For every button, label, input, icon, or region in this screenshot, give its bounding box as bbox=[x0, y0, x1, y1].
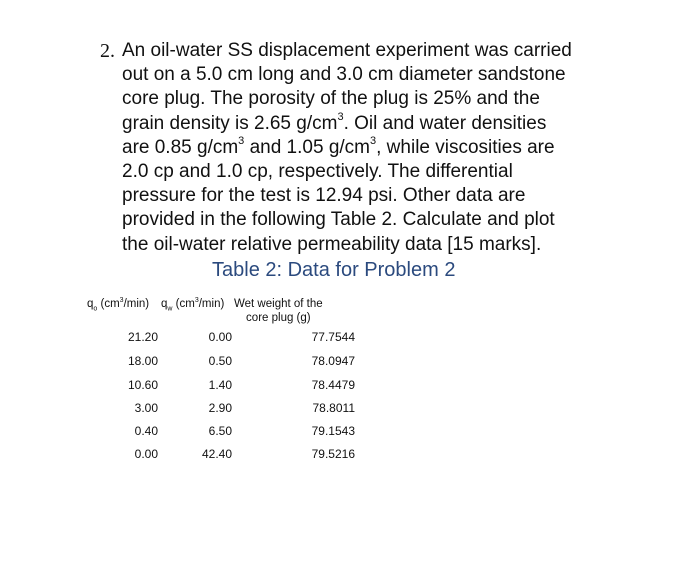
problem-line: pressure for the test is 12.94 psi. Other data are bbox=[122, 185, 526, 207]
problem-line: core plug. The porosity of the plug is 25% and the bbox=[122, 88, 540, 110]
problem-line: the oil-water relative permeability data [15 marks]. bbox=[122, 233, 542, 255]
text-fragment: , while viscosities are bbox=[376, 136, 555, 158]
header-line: Wet weight of the bbox=[234, 298, 323, 310]
cell-wet-weight: 79.1543 bbox=[311, 424, 355, 438]
header-symbol: q bbox=[161, 298, 168, 310]
header-unit: (cm bbox=[172, 298, 195, 310]
header-subscript: w bbox=[167, 305, 173, 313]
text-fragment: are 0.85 g/cm bbox=[122, 136, 239, 158]
column-header-qo bbox=[87, 297, 149, 311]
cell-qw: 0.50 bbox=[208, 354, 232, 368]
header-superscript: 3 bbox=[194, 297, 199, 305]
text-fragment: grain density is 2.65 g/cm bbox=[122, 112, 338, 134]
text-fragment: and 1.05 g/cm bbox=[244, 136, 370, 158]
header-superscript: 3 bbox=[119, 297, 124, 305]
superscript: 3 bbox=[238, 135, 245, 148]
problem-line: out on a 5.0 cm long and 3.0 cm diameter sandstone bbox=[122, 64, 566, 86]
problem-line: provided in the following Table 2. Calculate and plot bbox=[122, 209, 555, 231]
header-line: core plug (g) bbox=[246, 312, 311, 324]
cell-qw: 6.50 bbox=[208, 424, 232, 438]
cell-qw: 42.40 bbox=[201, 447, 232, 461]
column-header-wet-weight bbox=[234, 297, 323, 325]
cell-qo: 0.40 bbox=[134, 424, 158, 438]
problem-number: 2. bbox=[100, 40, 115, 62]
cell-wet-weight: 78.4479 bbox=[311, 378, 355, 392]
cell-wet-weight: 79.5216 bbox=[311, 447, 355, 461]
cell-wet-weight: 78.0947 bbox=[311, 354, 355, 368]
cell-wet-weight: 77.7544 bbox=[311, 330, 355, 344]
cell-qo: 0.00 bbox=[134, 447, 158, 461]
column-header-qw bbox=[161, 297, 224, 311]
text-fragment: . Oil and water densities bbox=[343, 112, 547, 134]
problem-line: An oil-water SS displacement experiment was carried bbox=[122, 40, 572, 61]
superscript: 3 bbox=[337, 111, 344, 124]
superscript: 3 bbox=[370, 135, 377, 148]
header-symbol: q bbox=[87, 298, 94, 310]
header-unit: (cm bbox=[97, 298, 120, 310]
cell-qo: 21.20 bbox=[127, 330, 158, 344]
header-unit: /min) bbox=[123, 298, 150, 310]
cell-qw: 0.00 bbox=[208, 330, 232, 344]
problem-line: 2.0 cp and 1.0 cp, respectively. The differential bbox=[122, 161, 513, 183]
cell-wet-weight: 78.8011 bbox=[312, 401, 355, 415]
cell-qw: 1.40 bbox=[208, 378, 232, 392]
cell-qo: 3.00 bbox=[134, 401, 158, 415]
header-subscript: o bbox=[93, 305, 98, 313]
cell-qw: 2.90 bbox=[208, 401, 232, 415]
cell-qo: 18.00 bbox=[127, 354, 158, 368]
cell-qo: 10.60 bbox=[127, 378, 158, 392]
table-caption: Table 2: Data for Problem 2 bbox=[212, 259, 456, 281]
header-unit: /min) bbox=[198, 298, 225, 310]
